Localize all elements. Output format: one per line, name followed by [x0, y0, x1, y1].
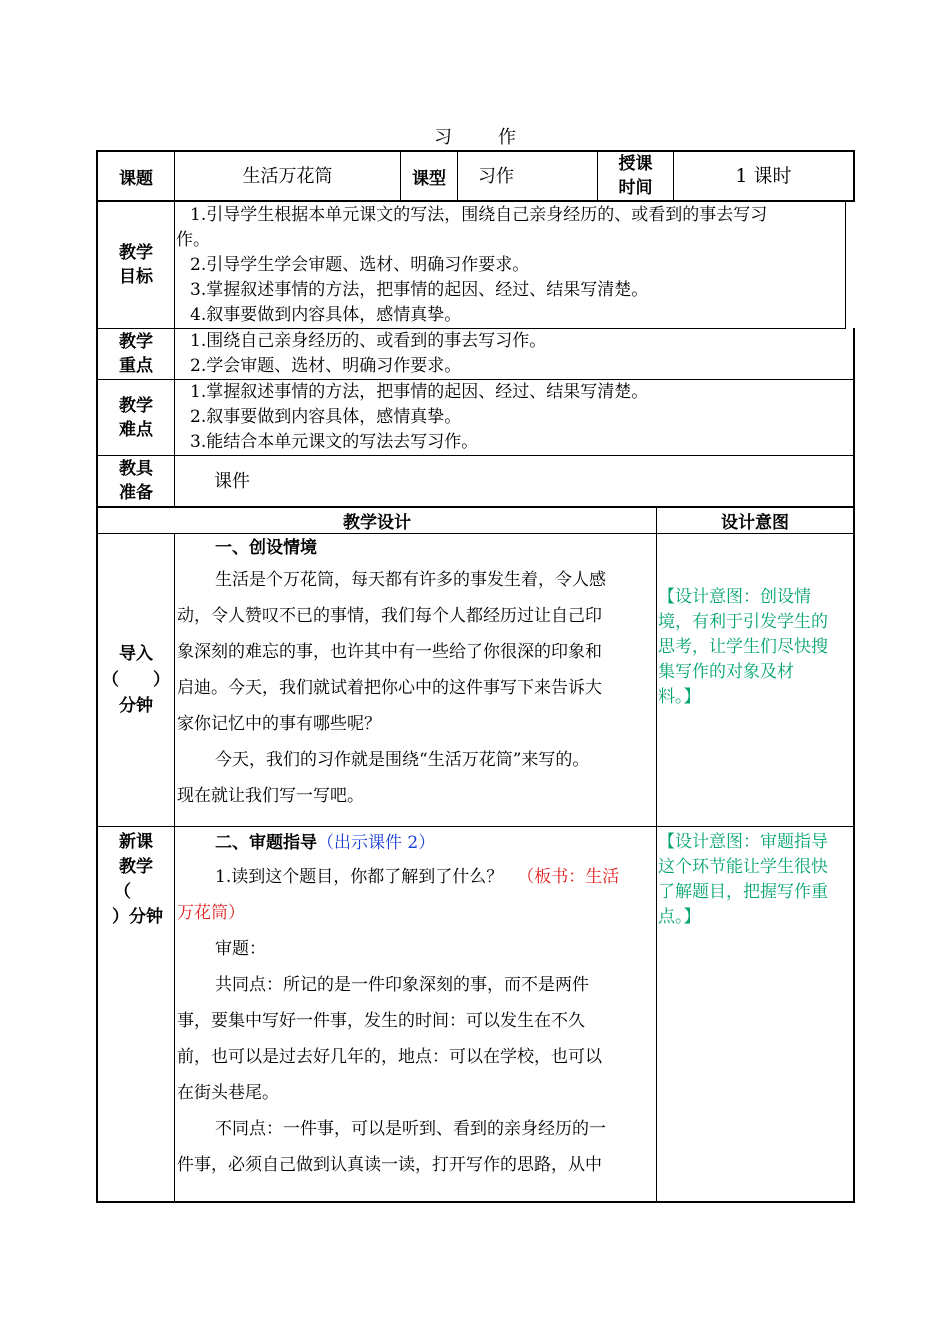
intro-intent-line: 料。】: [658, 687, 701, 707]
new-lesson-heading: 二、审题指导: [215, 833, 317, 853]
design-header-left: 教学设计: [343, 513, 411, 533]
goals-label-line2: 目标: [119, 267, 153, 287]
intro-intent-line: 【设计意图：创设情: [658, 587, 811, 607]
design-header-right: 设计意图: [721, 513, 789, 533]
new-lesson-common-line: 在街头巷尾。: [177, 1083, 279, 1103]
new-lesson-heading-row: [177, 827, 655, 859]
intro-para1-line: 象深刻的难忘的事，也许其中有一些给了你很深的印象和: [177, 642, 602, 662]
key-points-label-line1: 教学: [119, 332, 153, 352]
goals-label: [98, 202, 174, 328]
intro-para2-line: 今天，我们的习作就是围绕“生活万花筒”来写的。: [215, 750, 590, 770]
new-lesson-content: [177, 827, 655, 1201]
goal-item: 1.引导学生根据本单元课文的写法，围绕自己亲身经历的、或看到的事去写习: [190, 205, 768, 225]
difficulties-label: [98, 380, 174, 455]
intro-para1-line: 启迪。今天，我们就试着把你心中的这件事写下来告诉大: [177, 678, 602, 698]
new-lesson-q1-note: （板书：生活: [517, 867, 620, 887]
difficulty-item: 2.叙事要做到内容具体，感情真挚。: [190, 407, 462, 427]
new-lesson-common-line: 共同点：所记的是一件印象深刻的事，而不是两件: [215, 975, 589, 995]
new-lesson-intent: [658, 830, 853, 930]
new-lesson-intent-line: 这个环节能让学生很快: [658, 857, 828, 877]
new-lesson-heading-note: （出示课件 2）: [317, 833, 436, 853]
time-label: [598, 152, 673, 200]
type-label: 课型: [412, 168, 446, 189]
key-points-label-line2: 重点: [119, 356, 153, 376]
goal-item: 3.掌握叙述事情的方法，把事情的起因、经过、结果写清楚。: [190, 280, 649, 300]
goal-item: 4.叙事要做到内容具体，感情真挚。: [190, 305, 462, 325]
tools-label-line2: 准备: [119, 483, 153, 503]
tools-value: 课件: [214, 470, 250, 492]
time-value: 1 课时: [735, 164, 792, 187]
new-lesson-intent-line: 了解题目，把握写作重: [658, 882, 828, 902]
new-lesson-q1-note-cont: 万花筒）: [177, 903, 245, 923]
new-lesson-label: [98, 830, 174, 930]
difficulty-item: 3.能结合本单元课文的写法去写习作。: [190, 432, 479, 452]
new-lesson-common-line: 事，要集中写好一件事，发生的时间：可以发生在不久: [177, 1011, 585, 1031]
goals-label-line1: 教学: [119, 243, 153, 263]
time-label-line2: 时间: [618, 178, 653, 198]
intro-para2-line: 现在就让我们写一写吧。: [177, 786, 364, 806]
topic-value: 生活万花筒: [242, 165, 333, 187]
new-lesson-label-line4: ）分钟: [112, 907, 163, 927]
new-lesson-q1-row: [177, 859, 655, 895]
new-lesson-q1: 1.读到这个题目，你都了解到了什么？: [215, 867, 504, 887]
intro-para1-line: 家你记忆中的事有哪些呢？: [177, 714, 381, 734]
key-point-item: 2.学会审题、选材、明确习作要求。: [190, 356, 462, 376]
key-point-item: 1.围绕自己亲身经历的、或看到的事去写习作。: [190, 331, 547, 351]
intro-para1-line: 生活是个万花筒，每天都有许多的事发生着，令人感: [215, 570, 606, 590]
new-lesson-label-line3: （: [114, 882, 131, 902]
intro-intent-line: 思考，让学生们尽快搜: [658, 637, 828, 657]
intro-heading: 一、创设情境: [215, 538, 317, 558]
tools-label: [98, 456, 174, 506]
difficulties-label-line1: 教学: [119, 395, 153, 416]
goal-item: 作。: [176, 230, 210, 250]
new-lesson-label-line1: 新课: [119, 832, 153, 852]
new-lesson-intent-line: 点。】: [658, 907, 701, 927]
intro-intent-line: 集写作的对象及材: [658, 662, 794, 682]
intro-intent-line: 境，有利于引发学生的: [658, 612, 828, 632]
time-label-line1: 授课: [618, 154, 653, 174]
topic-label: 课题: [119, 168, 153, 189]
intro-label-line1: 导入: [119, 644, 153, 664]
intro-content: [177, 534, 655, 826]
intro-para1-line: 动，令人赞叹不已的事情，我们每个人都经历过让自己印: [177, 606, 602, 626]
new-lesson-intent-line: 【设计意图：审题指导: [658, 832, 828, 852]
intro-label: [98, 534, 174, 826]
difficulty-item: 1.掌握叙述事情的方法，把事情的起因、经过、结果写清楚。: [190, 382, 649, 402]
key-points-label: [98, 329, 174, 379]
intro-label-line3: 分钟: [119, 696, 153, 716]
new-lesson-label-line2: 教学: [119, 857, 153, 877]
intro-label-line2: （ ）: [102, 670, 170, 690]
goal-item: 2.引导学生学会审题、选材、明确习作要求。: [190, 255, 530, 275]
difficulties-content: [190, 380, 840, 455]
title-right: 作: [498, 127, 516, 148]
title-left: 习: [434, 127, 452, 148]
new-lesson-common-line: 前，也可以是过去好几年的，地点：可以在学校，也可以: [177, 1047, 602, 1067]
tools-label-line1: 教具: [119, 459, 153, 479]
new-lesson-diff-line: 件事，必须自己做到认真读一读，打开写作的思路，从中: [177, 1155, 602, 1175]
type-value: 习作: [478, 165, 514, 187]
key-points-content: [190, 329, 840, 379]
new-lesson-review-label: 审题：: [215, 939, 266, 959]
goals-content: [176, 203, 846, 328]
new-lesson-diff-line: 不同点：一件事，可以是听到、看到的亲身经历的一: [215, 1119, 606, 1139]
difficulties-label-line2: 难点: [119, 419, 153, 440]
intro-intent: [658, 585, 853, 710]
